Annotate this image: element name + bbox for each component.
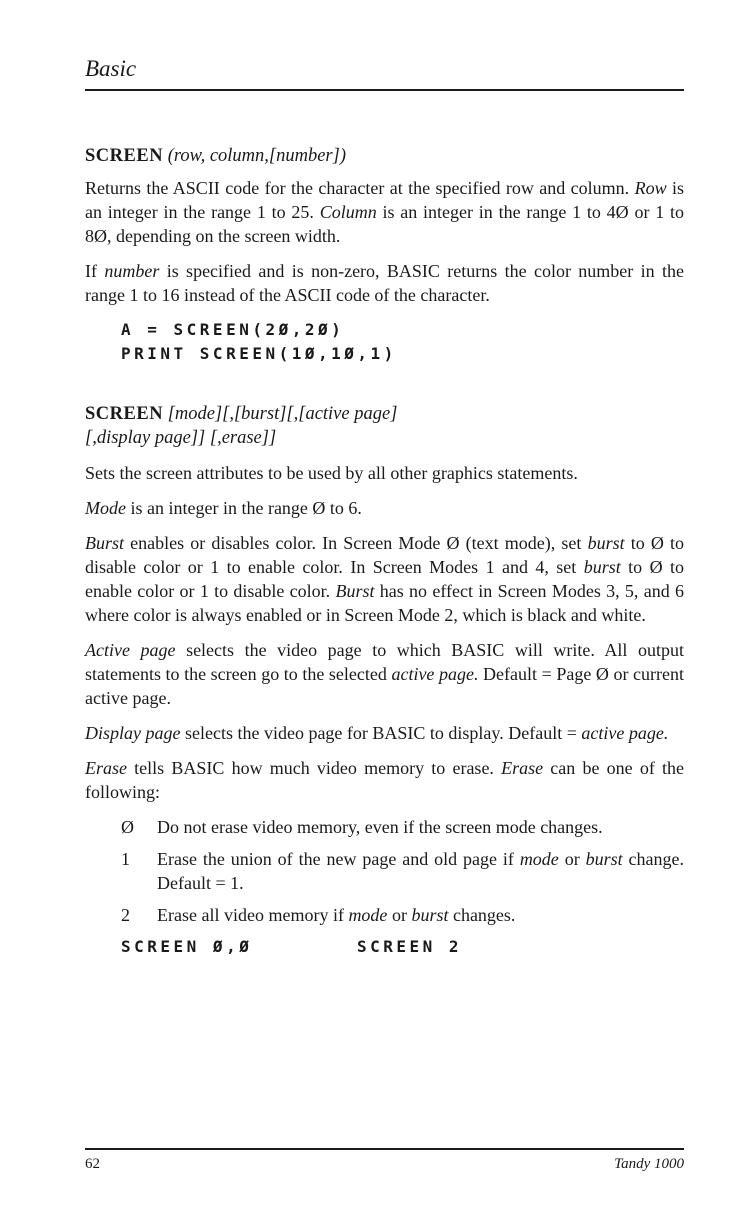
list-item-number: 2 (121, 905, 130, 925)
code-line: A = SCREEN(2Ø,2Ø) (121, 320, 345, 339)
text-run: Default = Page Ø or current active page. (85, 664, 684, 708)
text-run: to Ø to disable color or 1 to enable color. In Screen Modes 1 and 4, set (85, 533, 684, 577)
description-paragraph (85, 496, 684, 520)
list-item-text (157, 847, 684, 895)
statement-keyword: SCREEN (85, 404, 164, 424)
italic-term: Erase (501, 758, 544, 778)
description-paragraph (85, 259, 684, 307)
text-run: If (85, 261, 105, 281)
text-run: selects the video page to which BASIC will write. All output statements to the screen go to the selected (85, 640, 684, 684)
text-run: Do not erase video memory, even if the screen mode changes. (157, 817, 603, 837)
book-title: Tandy 1000 (614, 1156, 684, 1172)
description-paragraph (85, 721, 684, 745)
description-paragraph (85, 531, 684, 627)
list-item-number: Ø (121, 817, 134, 837)
statement-params: [,display page]] [,erase]] (85, 428, 277, 448)
italic-term: Row (634, 178, 667, 198)
erase-options-list (85, 815, 684, 927)
text-run: is an integer in the range 1 to 25. (85, 178, 685, 222)
text-run: is an integer in the range Ø to 6. (125, 498, 362, 518)
page-content (85, 144, 684, 959)
text-run: to Ø to enable color or 1 to disable color. (85, 557, 684, 601)
text-run: is an integer in the range 1 to 4Ø or 1 to 8Ø, depending on the screen width. (85, 202, 684, 246)
italic-term: Erase (85, 758, 127, 778)
text-run: enables or disables color. In Screen Mode Ø (text mode), set (124, 533, 588, 553)
header-rule (85, 89, 684, 91)
text-run: Returns the ASCII code for the character at the specified row and column. (85, 178, 635, 198)
list-item-text (157, 903, 684, 927)
italic-term: number (104, 261, 160, 281)
italic-term: Active page (85, 640, 176, 660)
text-run: or (558, 849, 586, 869)
text-run: tells BASIC how much video memory to erase. (127, 758, 502, 778)
italic-term: Column (319, 202, 377, 222)
statement-params: [mode][,[burst][,[active page] (167, 404, 398, 424)
code-example (85, 318, 684, 366)
description-paragraph (85, 756, 684, 804)
list-item (85, 847, 684, 895)
list-item-text (157, 815, 684, 839)
italic-term: Burst (335, 581, 375, 601)
text-run: has no effect in Screen Modes 3, 5, and 6 where color is always enabled or in Screen Mode 2, which is black and white. (85, 581, 684, 625)
italic-term: burst (587, 533, 625, 553)
italic-term: Mode (85, 498, 126, 518)
text-run: Erase the union of the new page and old page if (157, 849, 520, 869)
italic-term: Display page (85, 723, 181, 743)
description-paragraph (85, 461, 684, 485)
list-item (85, 903, 684, 927)
italic-term: burst (411, 905, 449, 925)
code-line: SCREEN Ø,Ø (121, 937, 253, 956)
entry-signature (85, 402, 684, 450)
code-line: SCREEN 2 (357, 937, 463, 956)
italic-term: active page. (391, 664, 479, 684)
page-number: 62 (85, 1156, 100, 1172)
italic-term: mode (519, 849, 559, 869)
italic-term: burst (583, 557, 621, 577)
statement-keyword: SCREEN (85, 146, 164, 166)
list-item-number: 1 (121, 849, 130, 869)
italic-term: burst (585, 849, 623, 869)
statement-params: (row, column,[number]) (167, 146, 346, 166)
text-run: is specified and is non-zero, BASIC returns the color number in the range 1 to 16 instead of the ASCII code of the character. (85, 261, 684, 305)
footer-rule (85, 1148, 684, 1150)
description-paragraph (85, 638, 684, 710)
text-run: can be one of the following: (85, 758, 684, 802)
code-example (121, 935, 684, 959)
italic-term: active page. (581, 723, 669, 743)
code-line: PRINT SCREEN(1Ø,1Ø,1) (121, 344, 397, 363)
text-run: changes. (448, 905, 516, 925)
text-run: or (387, 905, 412, 925)
entry-signature (85, 144, 684, 168)
running-header: Basic (85, 56, 137, 81)
italic-term: Burst (85, 533, 125, 553)
list-item (85, 815, 684, 839)
description-paragraph (85, 176, 684, 248)
text-run: selects the video page for BASIC to display. Default = (180, 723, 582, 743)
text-run: change. Default = 1. (157, 849, 685, 893)
text-run: Sets the screen attributes to be used by all other graphics statements. (85, 463, 578, 483)
text-run: Erase all video memory if (157, 905, 349, 925)
italic-term: mode (348, 905, 388, 925)
